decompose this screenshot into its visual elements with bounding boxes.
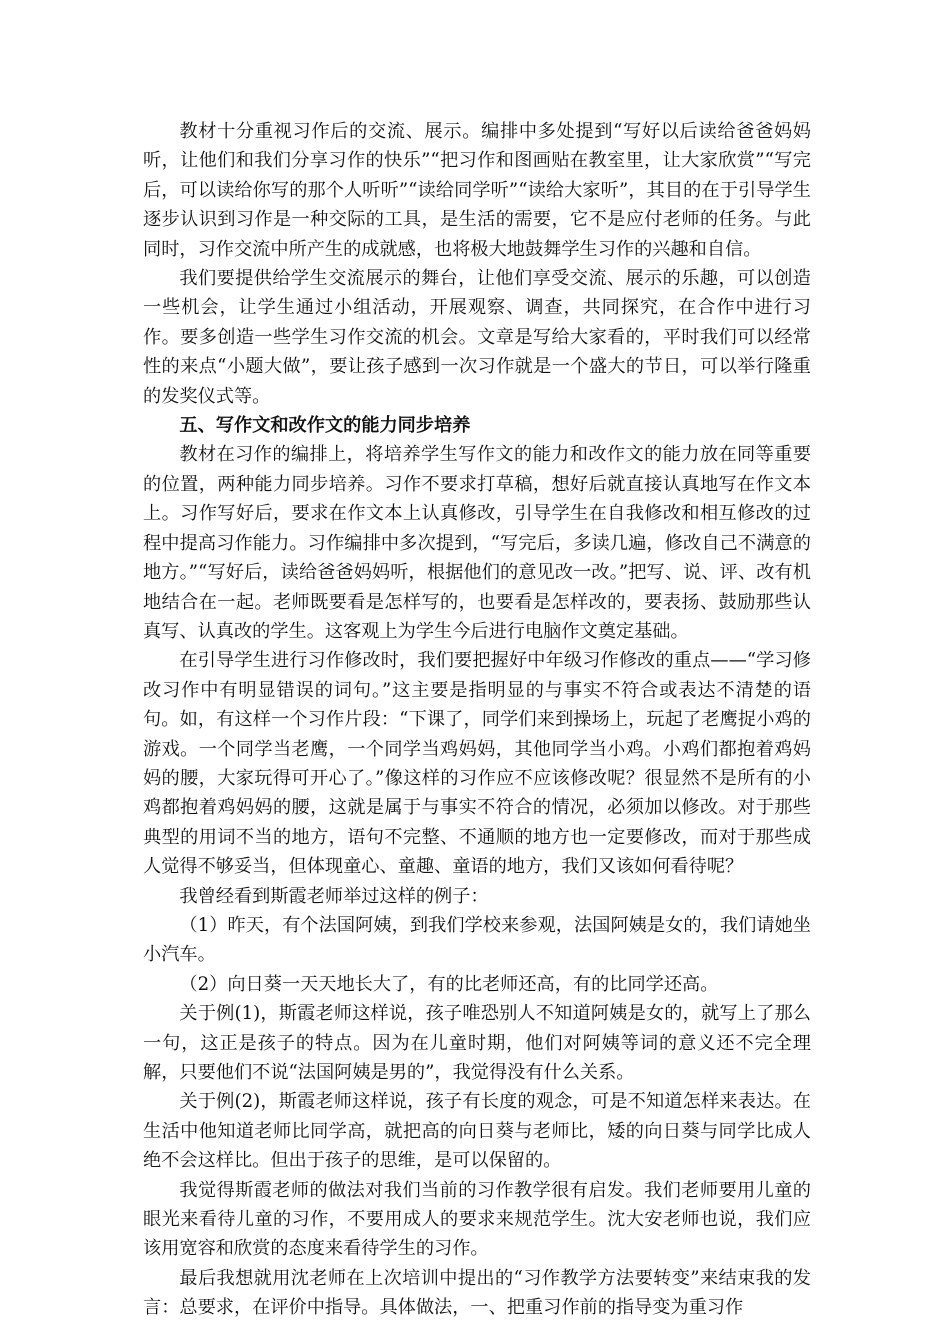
paragraph-4: 在引导学生进行习作修改时，我们要把握好中年级习作修改的重点——“学习修改习作中有明显错误的词句。”这主要是指明显的与事实不符合或表达不清楚的语句。如，有这样一个习作片段：“下课了，同学们来到操场上，玩起了老鹰捉小鸡的游戏。一个同学当老鹰，一个同学当鸡妈妈，其他同学当小鸡。小鸡们都抱着鸡妈妈的腰，大家玩得可开心了。”像这样的习作应不应该修改呢？很显然不是所有的小鸡都抱着鸡妈妈的腰，这就是属于与事实不符合的情况，必须加以修改。对于那些典型的用词不当的地方，语句不完整、不通顺的地方也一定要修改，而对于那些成人觉得不够妥当，但体现童心、童趣、童语的地方，我们又该如何看待呢？ — [143, 650, 811, 878]
paragraph-8: 我觉得斯霞老师的做法对我们当前的习作教学很有启发。我们老师要用儿童的眼光来看待儿童的习作，不要用成人的要求来规范学生。沈大安老师也说，我们应该用宽容和欣赏的态度来看待学生的习作。 — [143, 1179, 811, 1260]
section-heading-5: 五、写作文和改作文的能力同步培养 — [179, 415, 471, 437]
example-1: （1）昨天，有个法国阿姨，到我们学校来参观，法国阿姨是女的，我们请她坐小汽车。 — [143, 914, 811, 966]
paragraph-9: 最后我想就用沈老师在上次培训中提出的“习作教学方法要转变”来结束我的发言：总要求，在评价中指导。具体做法，一、把重习作前的指导变为重习作 — [143, 1267, 811, 1319]
paragraph-7: 关于例(2)，斯霞老师这样说，孩子有长度的观念，可是不知道怎样来表达。在生活中他知道老师比同学高，就把高的向日葵与老师比，矮的向日葵与同学比成人绝不会这样比。但出于孩子的思维，是可以保留的。 — [143, 1091, 811, 1172]
paragraph-1: 教材十分重视习作后的交流、展示。编排中多处提到“写好以后读给爸爸妈妈听，让他们和我们分享习作的快乐”“把习作和图画贴在教室里，让大家欣赏”“写完后，可以读给你写的那个人听听”“读给同学听”“读给大家听”，其目的在于引导学生逐步认识到习作是一种交际的工具，是生活的需要，它不是应付老师的任务。与此同时，习作交流中所产生的成就感，也将极大地鼓舞学生习作的兴趣和自信。 — [143, 121, 811, 260]
example-2: （2）向日葵一天天地长大了，有的比老师还高，有的比同学还高。 — [179, 973, 719, 995]
paragraph-6: 关于例(1)，斯霞老师这样说，孩子唯恐别人不知道阿姨是女的，就写上了那么一句，这正是孩子的特点。因为在儿童时期，他们对阿姨等词的意义还不完全理解，只要他们不说“法国阿姨是男的”，我觉得没有什么关系。 — [143, 1003, 811, 1083]
paragraph-5: 我曾经看到斯霞老师举过这样的例子： — [179, 885, 489, 907]
paragraph-3: 教材在习作的编排上，将培养学生写作文的能力和改作文的能力放在同等重要的位置，两种能力同步培养。习作不要求打草稿，想好后就直接认真地写在作文本上。习作写好后，要求在作文本上认真修改，引导学生在自我修改和相互修改的过程中提高习作能力。习作编排中多次提到，“写完后，多读几遍，修改自己不满意的地方。”“写好后，读给爸爸妈妈听，根据他们的意见改一改。”把写、说、评、改有机地结合在一起。老师既要看是怎样写的，也要看是怎样改的，要表扬、鼓励那些认真写、认真改的学生。这客观上为学生今后进行电脑作文奠定基础。 — [143, 444, 811, 642]
document-body — [143, 117, 811, 1323]
paragraph-2: 我们要提供给学生交流展示的舞台，让他们享受交流、展示的乐趣，可以创造一些机会，让学生通过小组活动，开展观察、调查，共同探究，在合作中进行习作。要多创造一些学生习作交流的机会。文章是写给大家看的，平时我们可以经常性的来点“小题大做”，要让孩子感到一次习作就是一个盛大的节日，可以举行隆重的发奖仪式等。 — [143, 268, 811, 407]
